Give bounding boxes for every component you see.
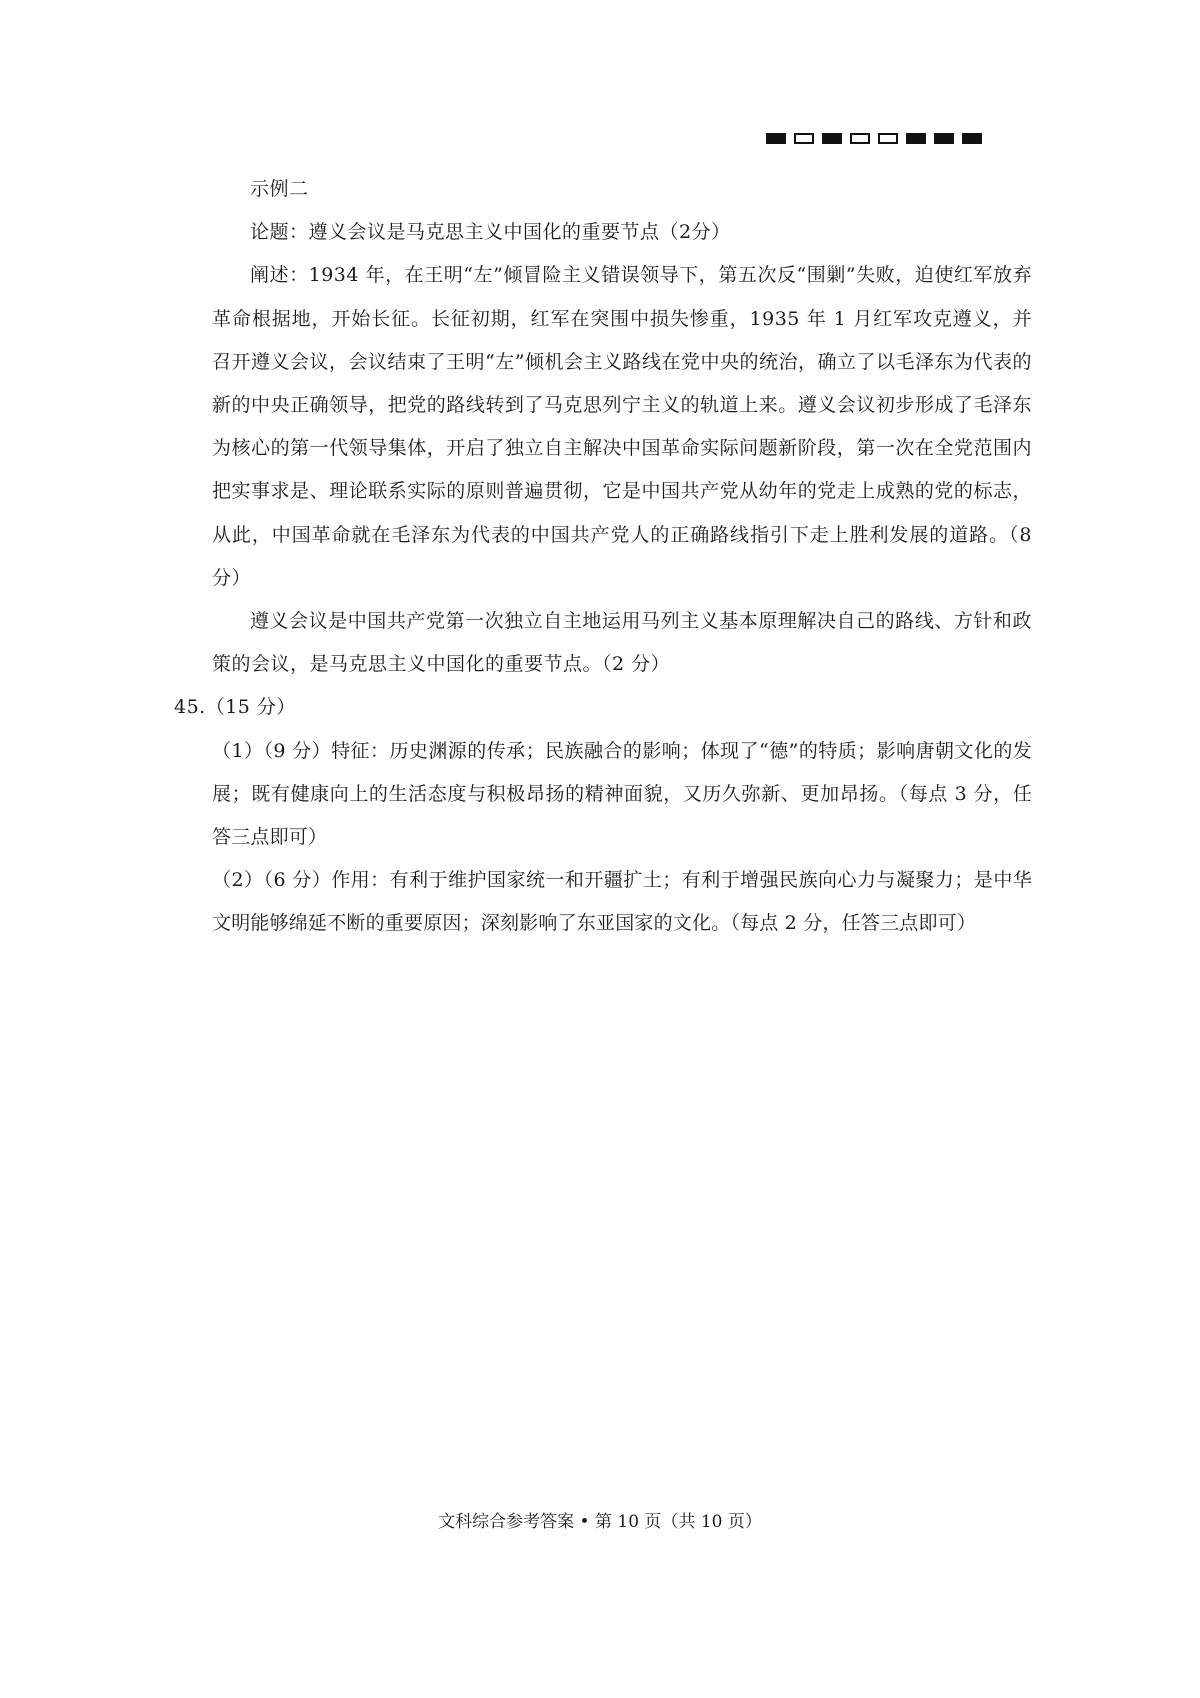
registration-mark [878, 133, 898, 144]
registration-mark [794, 133, 814, 144]
example-heading: 示例二 [250, 178, 309, 200]
example-thesis: 论题：遵义会议是马克思主义中国化的重要节点（2分） [250, 221, 731, 244]
answer-content [174, 168, 1032, 946]
registration-mark [962, 133, 982, 144]
registration-mark [850, 133, 870, 144]
registration-mark [906, 133, 926, 144]
example-elaboration: 阐述：1934 年，在王明“左”倾冒险主义错误领导下，第五次反“围剿”失败，迫使红军放弃革命根据地，开始长征。长征初期，红军在突围中损失惨重，1935 年 1 月红军攻克遵义，并召开遵义会议，会议结束了王明“左”倾机会主义路线在党中央的统治，确立了以毛泽东为代表的新的中央正确领导，把党的路线转到了马克思列宁主义的轨道上来。遵义会议初步形成了毛泽东为核心的第一代领导集体，开启了独立自主解决中国革命实际问题新阶段，第一次在全党范围内把实事求是、理论联系实际的原则普遍贯彻，它是中国共产党从幼年的党走上成熟的党的标志，从此，中国革命就在毛泽东为代表的中国共产党人的正确路线指引下走上胜利发展的道路。（8 分） [212, 264, 1032, 589]
header-registration-marks [766, 133, 982, 144]
registration-mark [934, 133, 954, 144]
page-footer: 文科综合参考答案 • 第 10 页（共 10 页） [438, 1512, 762, 1532]
registration-mark [822, 133, 842, 144]
example-conclusion: 遵义会议是中国共产党第一次独立自主地运用马列主义基本原理解决自己的路线、方针和政策的会议，是马克思主义中国化的重要节点。（2 分） [212, 610, 1032, 676]
question-45-part-2: （2）（6 分）作用：有利于维护国家统一和开疆扩土；有利于增强民族向心力与凝聚力；是中华文明能够绵延不断的重要原因；深刻影响了东亚国家的文化。（每点 2 分，任答三点即可） [212, 869, 1032, 935]
question-45-part-1: （1）（9 分）特征：历史渊源的传承；民族融合的影响；体现了“德”的特质；影响唐朝文化的发展；既有健康向上的生活态度与积极昂扬的精神面貌，又历久弥新、更加昂扬。（每点 3 分，任答三点即可） [212, 739, 1032, 849]
registration-mark [766, 133, 786, 144]
question-45-number: 45.（15 分） [174, 696, 296, 719]
